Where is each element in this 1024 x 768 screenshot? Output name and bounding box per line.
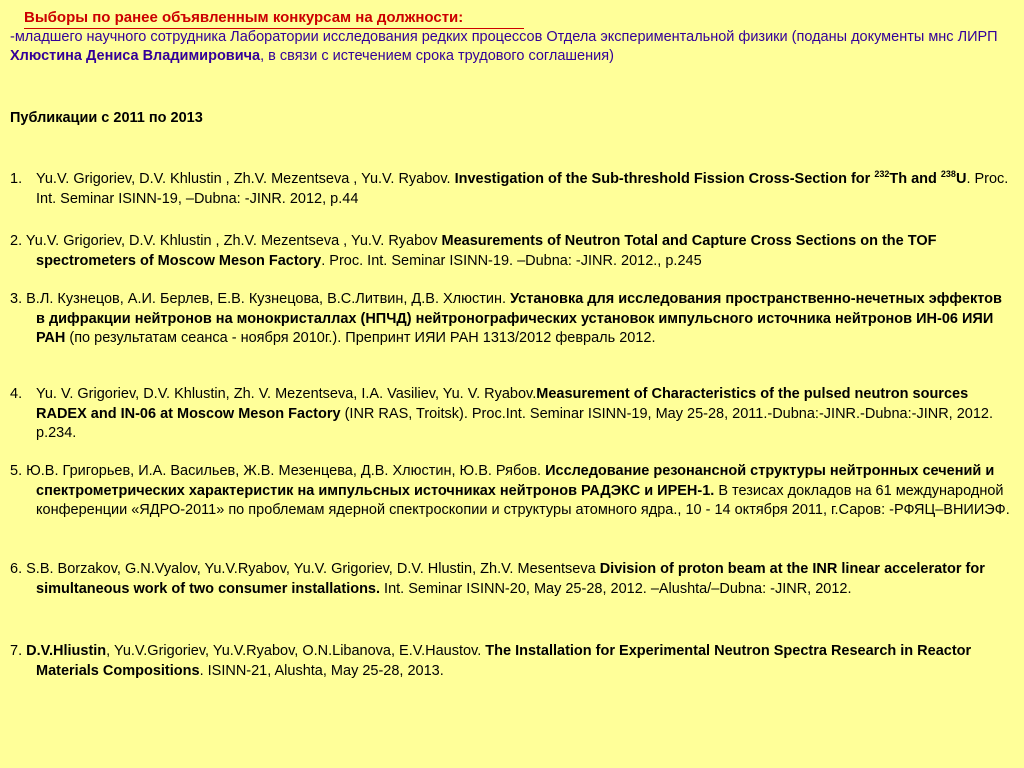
announcement-text-3: , в связи с истечением срока трудового соглашения)	[260, 48, 614, 64]
publication-title: Measurements of Neutron Total and Capture Cross Sections on the TOF spectrometers of Moscow Meson Factory	[36, 233, 937, 269]
candidate-name: Хлюстина Дениса Владимировича	[10, 48, 261, 64]
publication-title: The Installation for Experimental Neutron Spectra Research in Reactor Materials Compositions	[36, 643, 972, 679]
publication-first-author: D.V.Hliustin	[26, 643, 107, 659]
publication-7	[10, 642, 1014, 681]
publication-source: . Proc. Int. Seminar ISINN-19. –Dubna: -JINR. 2012., p.245	[321, 252, 702, 269]
publication-authors: Yu.V. Grigoriev, D.V. Khlustin , Zh.V. Mezentseva , Yu.V. Ryabov	[25, 233, 442, 249]
publication-source: В тезисах докладов на 61 международной конференции «ЯДРО-2011» по проблемам ядерной спектроскопии и структуры атомного ядра., 10 - 14 октября 2011, г.Саров: -РФЯЦ–ВНИИЭФ.	[36, 482, 1010, 519]
publication-authors: , Yu.V.Grigoriev, Yu.V.Ryabov, O.N.Libanova, E.V.Haustov.	[106, 643, 486, 659]
announcement-text	[10, 28, 1015, 66]
publication-authors: Yu.V. Grigoriev, D.V. Khlustin , Zh.V. Mezentseva , Yu.V. Ryabov.	[36, 171, 455, 187]
publication-number: 7.	[10, 643, 23, 659]
announcement-heading: Выборы по ранее объявленным конкурсам на должности:	[24, 9, 464, 26]
publication-title: Исследование резонансной структуры нейтронных сечений и спектрометрических характеристик на импульсных источниках нейтронов РАДЭКС и ИРЕН-1.	[36, 463, 995, 499]
publication-number: 2.	[10, 233, 23, 249]
publication-number: 1.	[10, 171, 23, 187]
publication-authors: Ю.В. Григорьев, И.А. Васильев, Ж.В. Мезенцева, Д.В. Хлюстин, Ю.В. Рябов.	[26, 463, 546, 479]
publication-title: Investigation of the Sub-threshold Fission Cross-Section for $^{232}$Th and $^{238}$U	[454, 169, 967, 187]
publication-3	[10, 290, 1014, 349]
publication-1	[10, 170, 1014, 209]
publication-5	[10, 462, 1014, 521]
publication-number: 6.	[10, 561, 23, 577]
publication-4	[10, 385, 1014, 444]
publication-authors: В.Л. Кузнецов, А.И. Берлев, Е.В. Кузнецова, В.С.Литвин, Д.В. Хлюстин.	[26, 291, 511, 307]
publication-title: Установка для исследования пространственно-нечетных эффектов в дифракции нейтронов на монокристаллах (НПЧД) нейтронографических установок импульсного источника нейтронов ИН-06 ИЯИ РАН	[36, 291, 1002, 347]
publication-source: . ISINN-21, Alushta, May 25-28, 2013.	[199, 662, 444, 679]
publication-title: Division of proton beam at the INR linear accelerator for simultaneous work of two consumer installations.	[36, 561, 985, 597]
publication-source: (INR RAS, Troitsk). Proc.Int. Seminar ISINN-19, May 25-28, 2011.-Dubna:-JINR.-Dubna:-JINR, 2012. p.234.	[36, 405, 994, 442]
publication-number: 5.	[10, 463, 23, 479]
publication-6	[10, 560, 1014, 599]
publication-authors: S.B. Borzakov, G.N.Vyalov, Yu.V.Ryabov, Yu.V. Grigoriev, D.V. Hlustin, Zh.V. Mesentseva	[26, 561, 600, 577]
publication-authors: Yu. V. Grigoriev, D.V. Khlustin, Zh. V. Mezentseva, I.A. Vasiliev, Yu. V. Ryabov.	[36, 386, 537, 402]
publication-source: Int. Seminar ISINN-20, May 25-28, 2012. –Alushta/–Dubna: -JINR, 2012.	[380, 580, 852, 597]
publication-2	[10, 232, 1014, 271]
publication-source: . Proc. Int. Seminar ISINN-19, –Dubna: -JINR. 2012, p.44	[36, 171, 1009, 207]
announcement-text-1: -младшего научного сотрудника Лаборатории исследования редких процессов Отдела экспериментальной физики	[10, 29, 792, 45]
publications-title: Публикации с 2011 по 2013	[10, 110, 203, 126]
announcement-text-2: (поданы документы мнс ЛИРП	[791, 29, 998, 45]
publication-number: 3.	[10, 291, 23, 307]
publication-title: Measurement of Characteristics of the pulsed neutron sources RADEX and IN-06 at Moscow Meson Factory	[36, 386, 969, 422]
publication-number: 4.	[10, 386, 23, 402]
publication-source: (по результатам сеанса - ноября 2010г.). Препринт ИЯИ РАН 1313/2012 февраль 2012.	[65, 330, 656, 347]
